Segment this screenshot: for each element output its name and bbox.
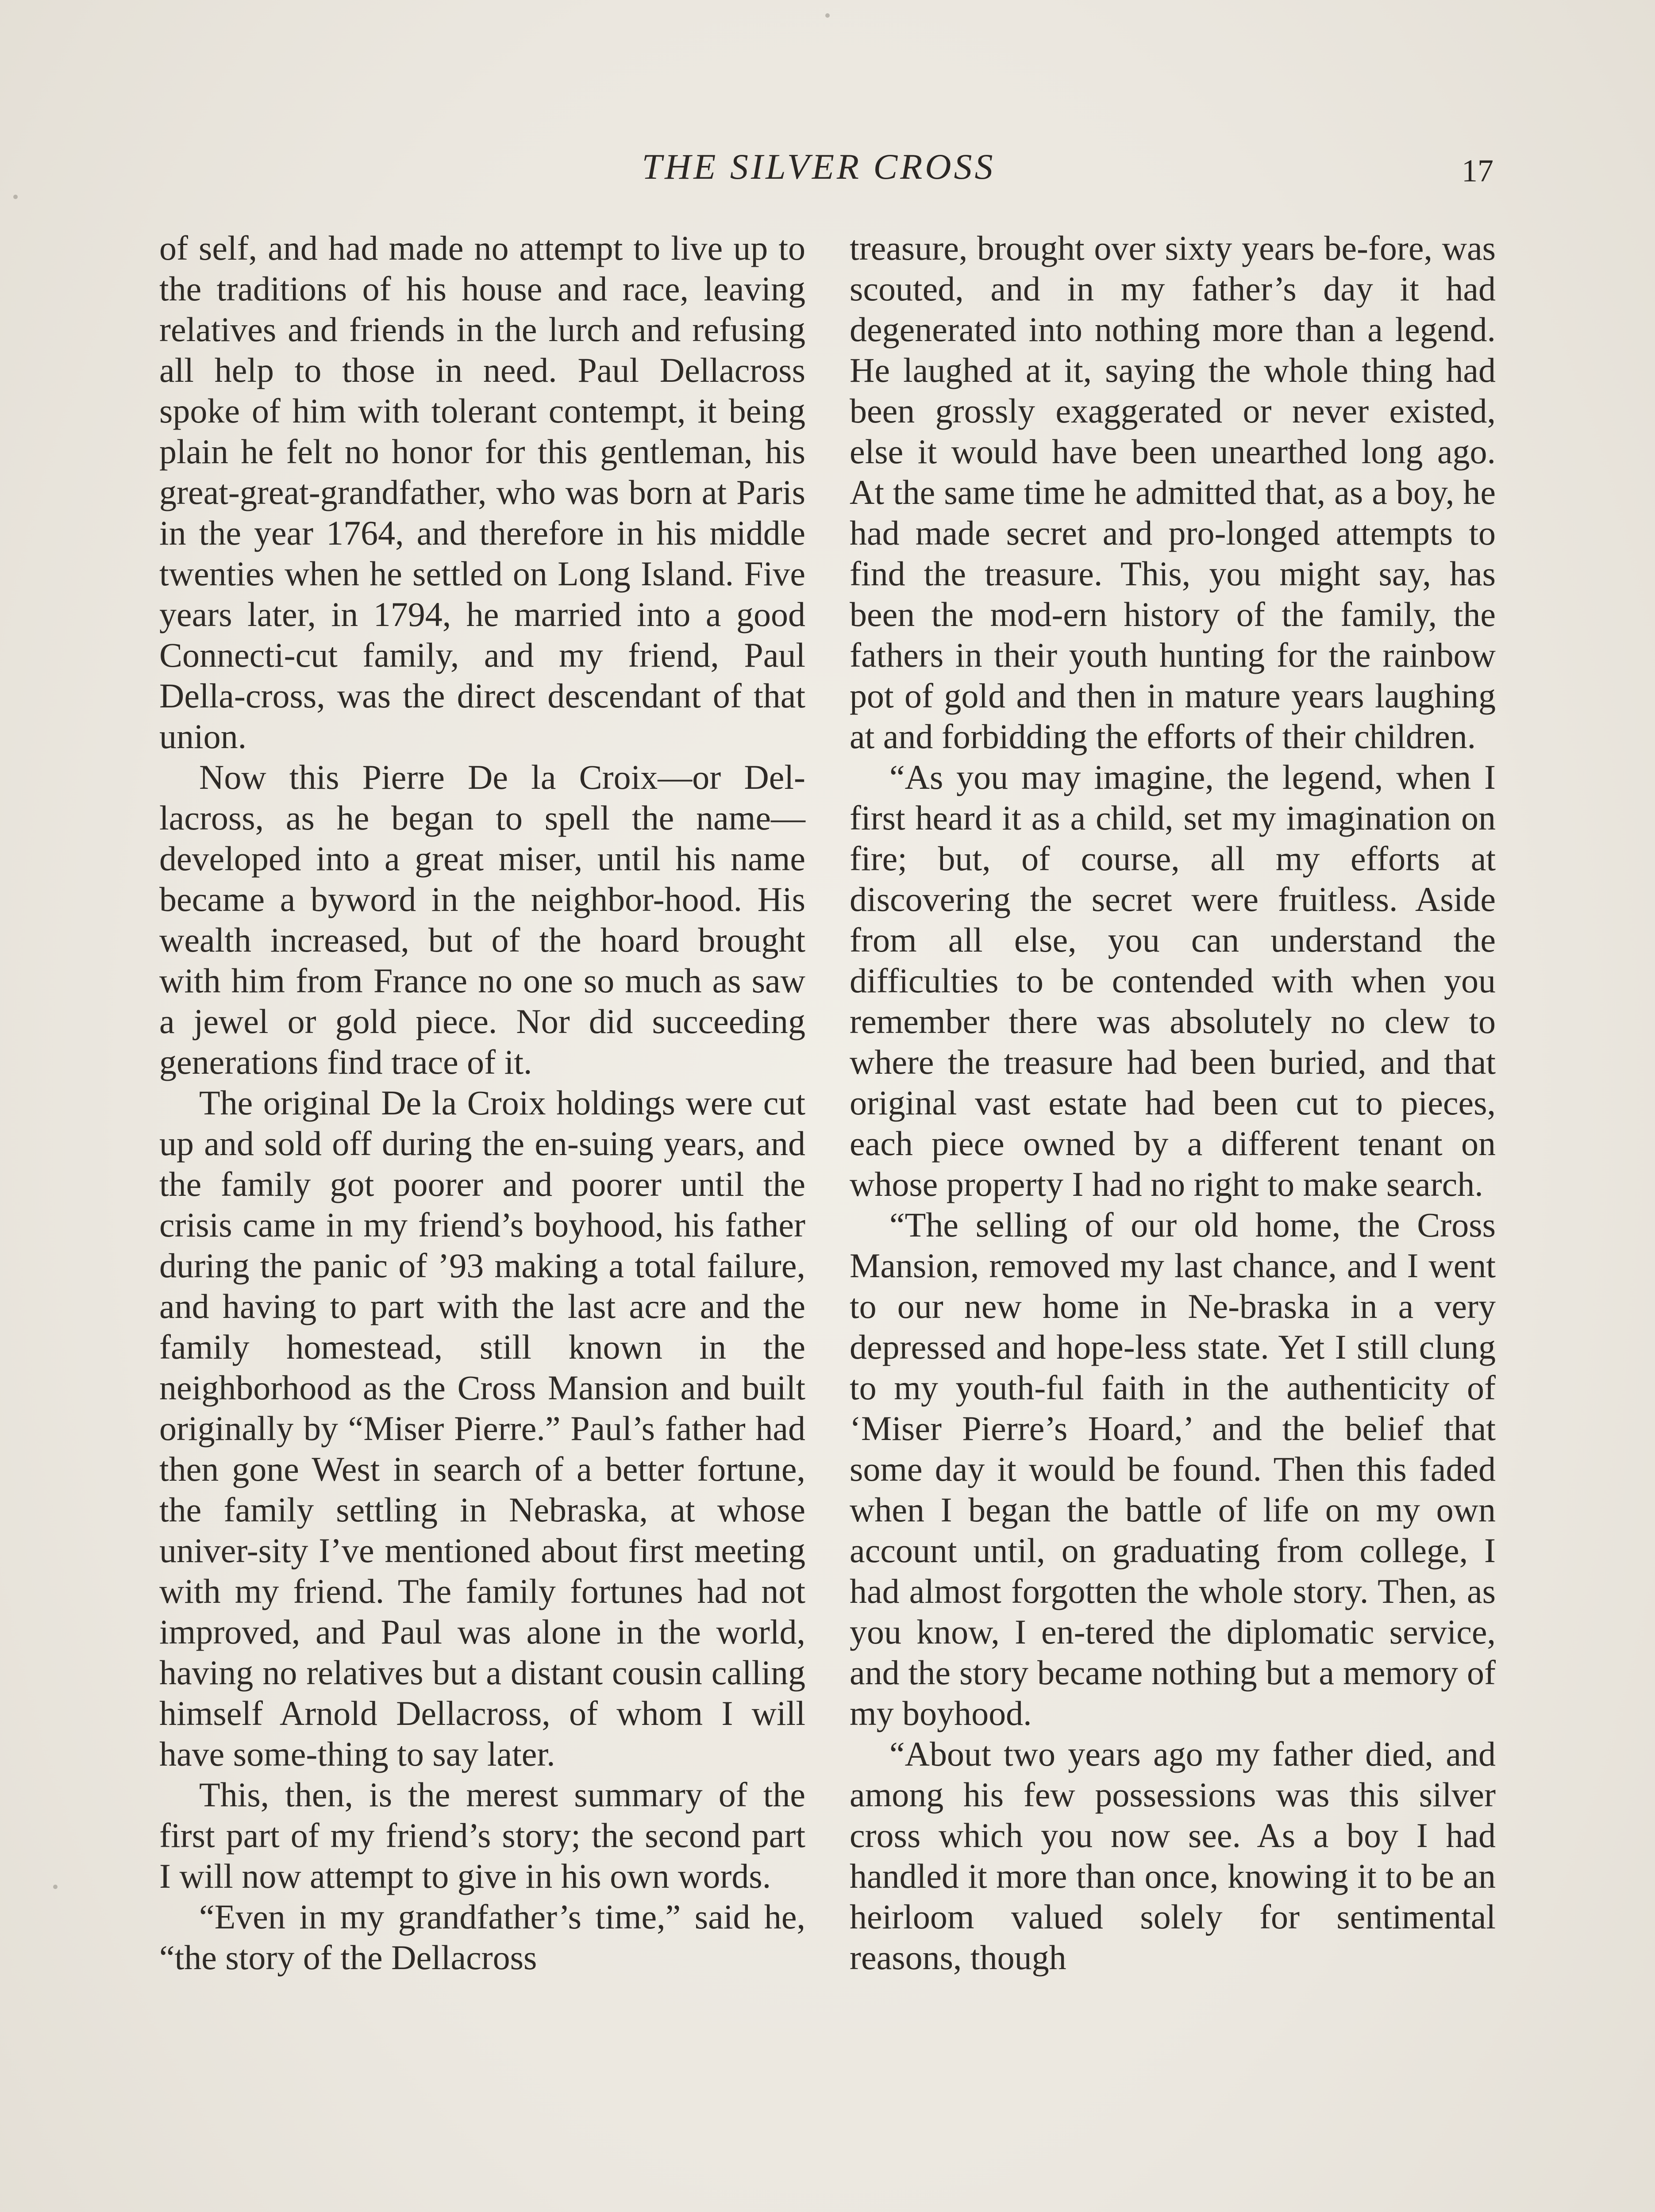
text-column-right [850,228,1496,1978]
paper-speck [53,1885,58,1889]
paragraph: “As you may imagine, the legend, when I first heard it as a child, set my imagination on fire; but, of course, all my efforts at discovering the secret were fruitless. Aside from all else, you can understand the difficulties to be contended with when you remember there was absolutely no clew to where the treasure had been buried, and that original vast estate had been cut to pieces, each piece owned by a different tenant on whose property I had no right to make search. [850,758,1496,1203]
paragraph: “About two years ago my father died, and among his few possessions was this silver cross which you now see. As a boy I had handled it more than once, knowing it to be an heirloom valued solely for sentimental reasons, though [850,1735,1496,1977]
paper-speck [13,195,18,199]
paragraph: treasure, brought over sixty years be-fore, was scouted, and in my father’s day it had degenerated into nothing more than a legend. He laughed at it, saying the whole thing had been grossly exaggerated or never existed, else it would have been unearthed long ago. At the same time he admitted that, as a boy, he had made secret and pro-longed attempts to find the treasure. This, you might say, has been the mod-ern history of the family, the fathers in their youth hunting for the rainbow pot of gold and then in mature years laughing at and forbidding the efforts of their children. [850,229,1496,756]
paragraph: Now this Pierre De la Croix—or Del-lacross, as he began to spell the name—developed into a great miser, until his name became a byword in the neighbor-hood. His wealth increased, but of the hoard brought with him from France no one so much as saw a jewel or gold piece. Nor did succeeding generations find trace of it. [159,758,805,1081]
page-number: 17 [1462,153,1493,188]
paragraph: “Even in my grandfather’s time,” said he, “the story of the Dellacross [159,1897,805,1977]
paper-speck [825,13,830,18]
text-column-left [159,228,805,1978]
running-title: THE SILVER CROSS [642,146,996,187]
paragraph: This, then, is the merest summary of the first part of my friend’s story; the second part I will now attempt to give in his own words. [159,1775,805,1895]
paragraph: of self, and had made no attempt to live up to the traditions of his house and race, leaving relatives and friends in the lurch and refusing all help to those in need. Paul Dellacross spoke of him with tolerant contempt, it being plain he felt no honor for this gentleman, his great-great-grandfather, who was born at Paris in the year 1764, and therefore in his middle twenties when he settled on Long Island. Five years later, in 1794, he married into a good Connecti-cut family, and my friend, Paul Della-cross, was the direct descendant of that union. [159,229,805,756]
paragraph: “The selling of our old home, the Cross Mansion, removed my last chance, and I went to our new home in Ne-braska in a very depressed and hope-less state. Yet I still clung to my youth-ful faith in the authenticity of ‘Miser Pierre’s Hoard,’ and the belief that some day it would be found. Then this faded when I began the battle of life on my own account until, on graduating from college, I had almost forgotten the whole story. Then, as you know, I en-tered the diplomatic service, and the story became nothing but a memory of my boyhood. [850,1206,1496,1732]
paragraph: The original De la Croix holdings were cut up and sold off during the en-suing years, and the family got poorer and poorer until the crisis came in my friend’s boyhood, his father during the panic of ’93 making a total failure, and having to part with the last acre and the family homestead, still known in the neighborhood as the Cross Mansion and built originally by “Miser Pierre.” Paul’s father had then gone West in search of a better fortune, the family settling in Nebraska, at whose univer-sity I’ve mentioned about first meeting with my friend. The family fortunes had not improved, and Paul was alone in the world, having no relatives but a distant cousin calling himself Arnold Dellacross, of whom I will have some-thing to say later. [159,1083,805,1773]
